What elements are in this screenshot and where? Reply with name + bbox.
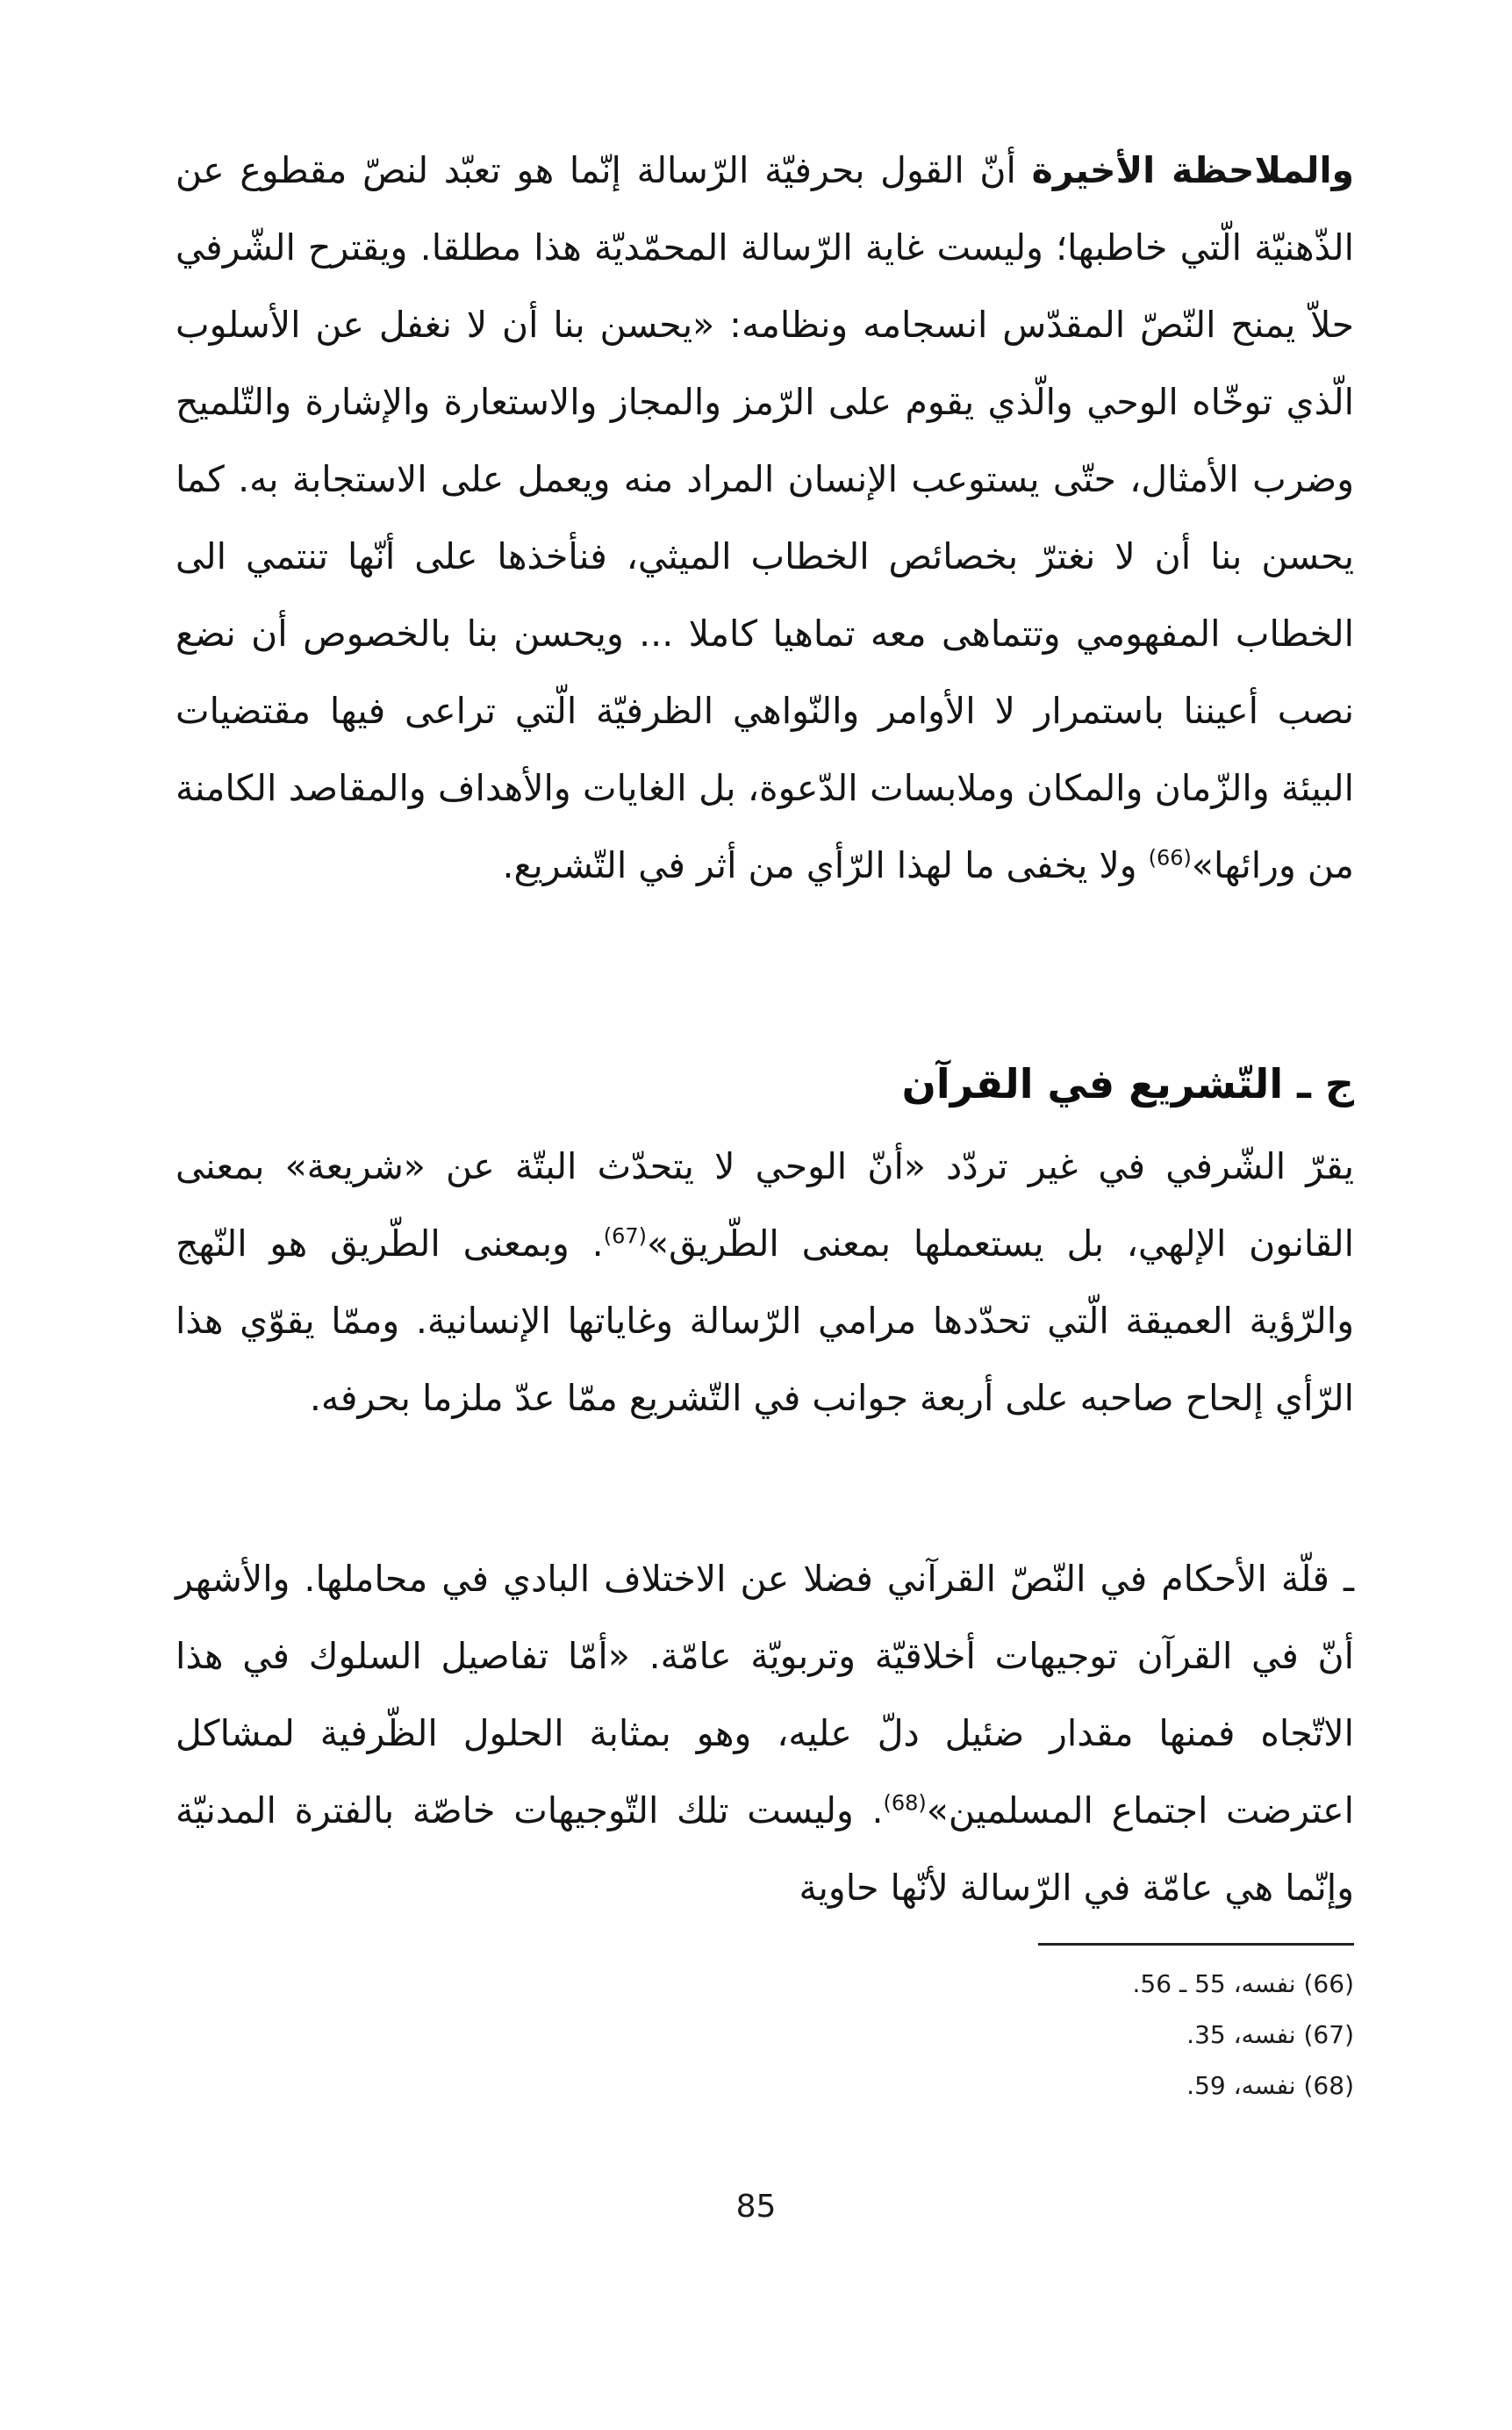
footnote-separator	[1038, 1943, 1354, 1946]
paragraph-text	[176, 132, 1354, 904]
paragraph-final-remark	[176, 132, 1354, 904]
paragraph-sharia-meaning	[176, 1128, 1354, 1437]
section-heading: ج ـ التّشريع في القرآن	[901, 1060, 1354, 1107]
paragraph-body: أنّ القول بحرفيّة الرّسالة إنّما هو تعبّد لنصّ مقطوع عن الذّهنيّة الّتي خاطبها؛ وليست غاية الرّسالة المحمّديّة هذا مطلقا. ويقترح الشّرفي حلاّ يمنح النّصّ المقدّس انسجامه ونظامه: «يحسن بنا أن لا نغفل عن الأسلوب الّذي توخّاه الوحي والّذي يقوم على الرّمز والمجاز والاستعارة والإشارة والتّلميح وضرب الأمثال، حتّى يستوعب الإنسان المراد منه ويعمل على الاستجابة به. كما يحسن بنا أن لا نغترّ بخصائص الخطاب الميثي، فنأخذها على أنّها تنتمي الى الخطاب المفهومي وتتماهى معه تماهيا كاملا ... ويحسن بنا بالخصوص أن نضع نصب أعيننا باستمرار لا الأوامر والنّواهي الظرفيّة الّتي تراعى فيها مقتضيات البيئة والزّمان والمكان وملابسات الدّعوة، بل الغايات والأهداف والمقاصد الكامنة من ورائها»	[176, 149, 1354, 886]
paragraph-tail: . وبمعنى الطّريق هو النّهج والرّؤية العميقة الّتي تحدّدها مرامي الرّسالة وغاياتها الإنسانية. وممّا يقوّي هذا الرّأي إلحاح صاحبه على أربعة جوانب في التّشريع ممّا عدّ ملزما بحرفه.	[176, 1222, 1354, 1419]
footnote-ref-68: (68)	[883, 1790, 927, 1816]
paragraph-body: يقرّ الشّرفي في غير تردّد «أنّ الوحي لا يتحدّث البتّة عن «شريعة» بمعنى القانون الإلهي، بل يستعملها بمعنى الطّريق»	[176, 1145, 1354, 1265]
footnote-68: (68) نفسه، 59.	[1186, 2071, 1354, 2100]
paragraph-text	[176, 1540, 1354, 1926]
footnote-66: (66) نفسه، 55 ـ 56.	[1132, 1969, 1354, 1998]
paragraph-text	[176, 1128, 1354, 1437]
page-number: 85	[735, 2189, 777, 2225]
paragraph-few-rulings	[176, 1540, 1354, 1926]
paragraph-tail: . وليست تلك التّوجيهات خاصّة بالفترة المدنيّة وإنّما هي عامّة في الرّسالة لأنّها حاوية	[176, 1789, 1354, 1909]
paragraph-tail: ولا يخفى ما لهذا الرّأي من أثر في التّشريع.	[502, 844, 1149, 886]
footnotes-list	[1133, 1959, 1355, 2111]
paragraph-body: ـ قلّة الأحكام في النّصّ القرآني فضلا عن الاختلاف البادي في محاملها. والأشهر أنّ في القرآن توجيهات أخلاقيّة وتربويّة عامّة. «أمّا تفاصيل السلوك في هذا الاتّجاه فمنها مقدار ضئيل دلّ عليه، وهو بمثابة الحلول الظّرفية لمشاكل اعترضت اجتماع المسلمين»	[176, 1558, 1354, 1831]
footnote-67: (67) نفسه، 35.	[1186, 2020, 1354, 2049]
footnote-ref-67: (67)	[603, 1223, 647, 1249]
paragraph-lead: والملاحظة الأخيرة	[1031, 149, 1354, 191]
footnote-ref-66: (66)	[1148, 845, 1192, 871]
